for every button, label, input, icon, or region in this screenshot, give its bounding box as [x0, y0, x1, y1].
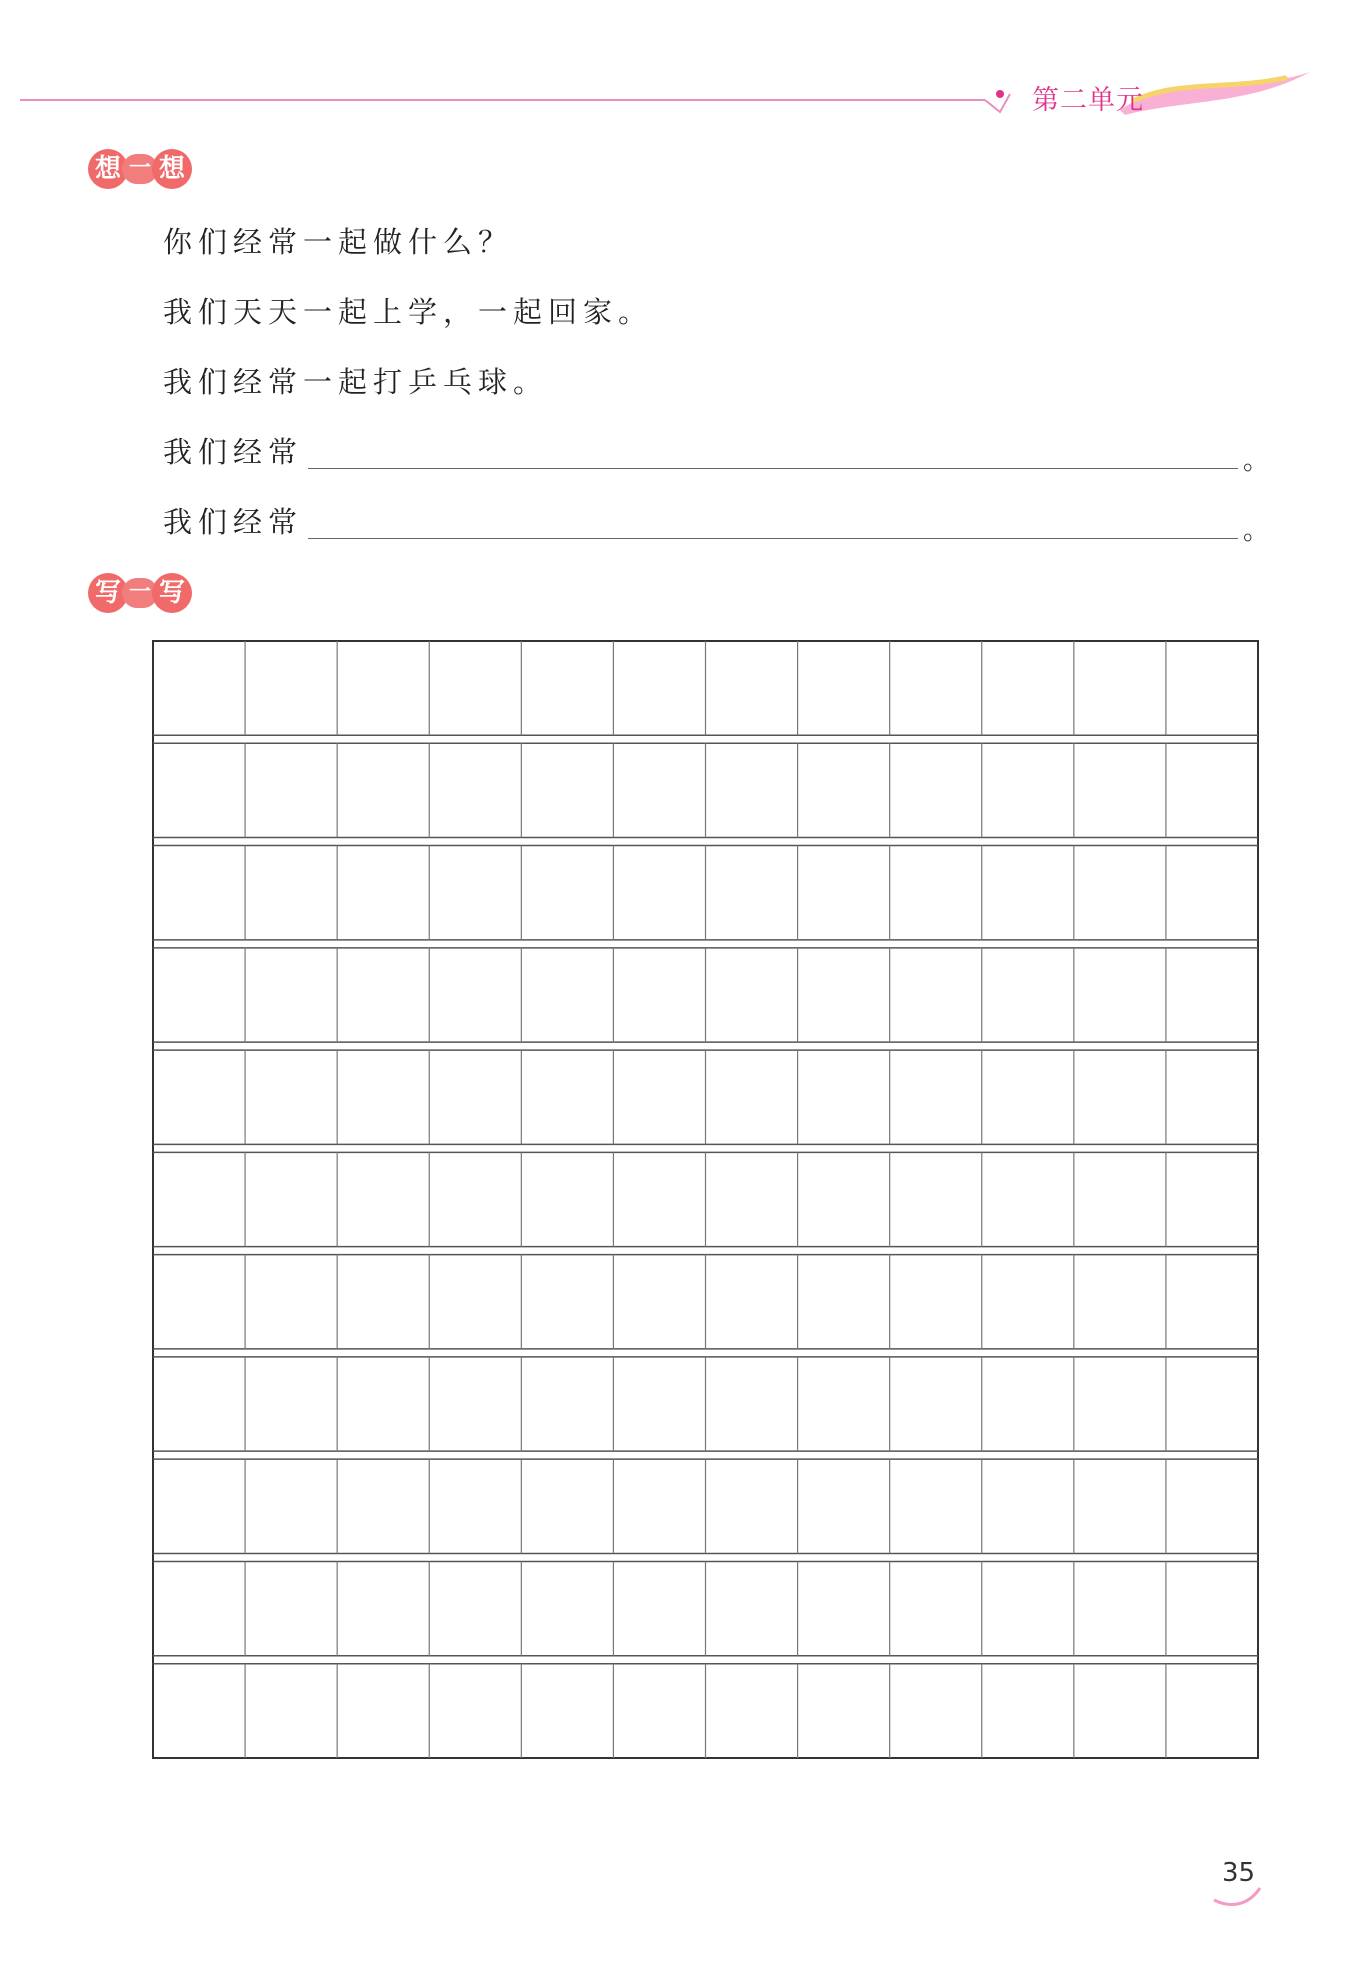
- page-number: 35: [1222, 1858, 1256, 1888]
- prompt-prefix: 我们经常: [163, 435, 304, 469]
- badge-char: 一: [122, 154, 158, 184]
- badge-char: 想: [152, 149, 192, 189]
- unit-title: 第二单元: [1032, 85, 1144, 116]
- badge-char: 一: [122, 578, 158, 608]
- badge-char: 写: [88, 573, 128, 613]
- question-text: 你们经常一起做什么？: [163, 225, 514, 259]
- badge-char: 想: [88, 149, 128, 189]
- prompt-period: 。: [1243, 446, 1270, 476]
- example-sentence: 我们天天一起上学，一起回家。: [163, 295, 654, 329]
- prompt-period: 。: [1243, 516, 1270, 546]
- example-sentence: 我们经常一起打乒乓球。: [163, 365, 549, 399]
- badge-char: 写: [152, 573, 192, 613]
- prompt-prefix: 我们经常: [163, 505, 304, 539]
- page-number-swoosh: [1212, 1878, 1262, 1908]
